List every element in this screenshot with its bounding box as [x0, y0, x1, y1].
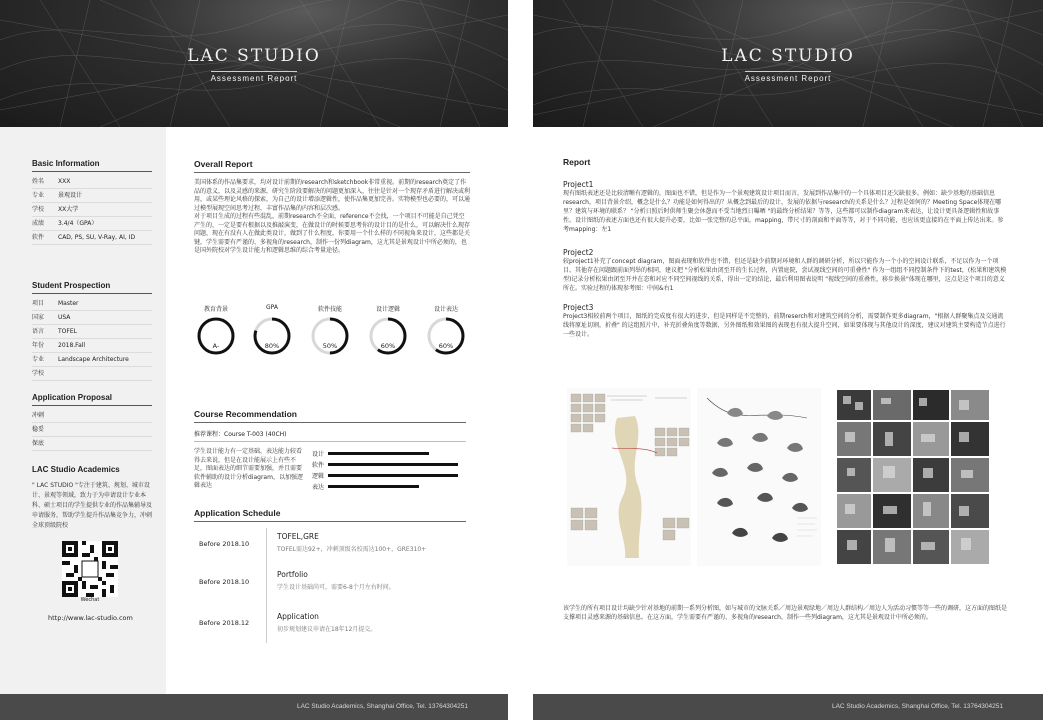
project-name: Project1 [563, 180, 594, 189]
schedule-date: Before 2018.12 [199, 619, 250, 627]
brand-subtitle: Assessment Report [211, 71, 298, 83]
header-banner [0, 0, 508, 127]
kv-value: 景观设计 [58, 192, 83, 199]
wechat-qr-code [62, 541, 118, 597]
qr-caption: Wechat [80, 597, 100, 603]
basic-info-list [32, 175, 152, 245]
brand-block [0, 46, 508, 85]
kv-row [32, 217, 152, 231]
kv-value: CAD, PS, SU, V-Ray, AI, ID [58, 234, 136, 241]
score-circle [249, 304, 295, 356]
proposal-item: 冲刺 [32, 409, 152, 423]
kv-row [32, 353, 152, 367]
kv-row [32, 203, 152, 217]
timeline-line [266, 528, 267, 643]
score-ring [426, 316, 466, 356]
footer-bar: LAC Studio Academics, Shanghai Office, Tel. 13764304251 [533, 694, 1043, 720]
proposal-title: Application Proposal [32, 393, 152, 406]
score-value: A- [212, 342, 220, 350]
proposal-item: 稳妥 [32, 423, 152, 437]
kv-row [32, 339, 152, 353]
website-link[interactable]: http://www.lac-studio.com [48, 614, 133, 622]
brand-subtitle: Assessment Report [745, 71, 832, 83]
kv-key: 国家 [32, 314, 45, 321]
report-section [563, 157, 1008, 339]
report-page-1 [0, 0, 508, 720]
kv-value: Master [58, 300, 79, 307]
kv-value: XXX [58, 178, 71, 185]
score-ring [196, 316, 236, 356]
kv-key: 专业 [32, 192, 45, 199]
overall-report-title: Overall Report [194, 159, 470, 173]
score-circles [190, 304, 480, 374]
score-value: 60% [438, 342, 454, 350]
kv-value: USA [58, 314, 71, 321]
skill-bar [328, 452, 429, 455]
kv-key: 学校 [32, 370, 45, 377]
overall-report-paragraph: 对于项目生成的过程有些混乱，前期research不全面，reference不会找，一个项目不可能是自己凭空产生的，一定是要有根据以及推敲演变，在做设计的时候要思考你的设计目的是什么，可以解决什么现存问题，现在有没有人在做此类设计，做到了什么程度，你要用一个什么样的不同视角来设计，这些都是关键，学生需要有严谨的、多视角的research，制作一份列diagram，这尤其是景观设计中所必须的，也是国外院校对学生设计能力和逻辑思维的综合考量途径。 [194, 213, 471, 254]
skill-bar-row [312, 448, 458, 459]
score-circle [307, 304, 353, 356]
score-circle [193, 304, 239, 356]
course-title: Course Recommendation [194, 409, 466, 423]
report-title: Report [563, 157, 591, 167]
kv-row [32, 325, 152, 339]
footer-bar: LAC Studio Academics, Shanghai Office, Tel. 13764304251 [0, 694, 508, 720]
academics-description: " LAC STUDIO "专注于建筑、规划、城市设计、景观等领域，致力于为申请设计专业本科、硕士项目的学生提供专业的作品集辅导及申请服务，帮助学生提升作品集竞争力，冲刺全球顶级院校 [32, 482, 153, 529]
score-ring [310, 316, 350, 356]
skill-label: 设计 [312, 451, 325, 458]
proposal-item: 保底 [32, 437, 152, 451]
kv-row [32, 297, 152, 311]
project1-image [567, 388, 691, 566]
course-recommendation-section [194, 409, 466, 492]
score-label: GPA [266, 304, 278, 311]
skill-bar-row [312, 481, 458, 492]
project-text: 现有图纸表述还是比较清晰有逻辑的，图面也不错，但是作为一个景观建筑设计项目而言，发展到作品集中的一个具体项目还欠缺很多。例如：缺少基地的基础信息research，项目背景介绍，概念是什么？功能是如何得出的？从概念到最后的设计，发展的依据与research的关系是什么？过程是如何的？Meeting Space体现在哪里？建筑与环境的联系？ "分析日照后时供师生聚会休憩而不受当地烈日曝晒 "的最终分析结果？等等，这些都可以制作diagram来表达，让设计更具备逻辑性和故事性。设计图纸的表述方面也还有很大提升必要，比如一张完整的总平面，mapping，带尺寸的剖面和平面等等，对于不同功能，也应该更直接的在平面上传达出来。参考mapping：左1 [563, 190, 1004, 233]
schedule-note: TOFEL需达92+，冲刺顶级名校需达100+，GRE310+ [277, 546, 427, 553]
schedule-date: Before 2018.10 [199, 540, 250, 548]
kv-key: 专业 [32, 356, 45, 363]
overall-report-paragraph: 美国体系的作品集要求，均对设计前期的research和sketchbook非常重视。前期的research奠定了作品的意义，以及灵感的来源，研究生阶段要解决的问题更加深入，往往是针对一个现存矛盾进行解决或利用，或某些理论风格的探索，为自己的设计增添逻辑性，使作品集更加完善。实物模型也必要的，可以通过模型展现空间思考过程，丰富作品集的内容和层次感。 [194, 179, 471, 212]
kv-row [32, 231, 152, 245]
kv-key: 项目 [32, 300, 45, 307]
schedule-title: Application Schedule [194, 508, 466, 522]
score-circle [365, 304, 411, 356]
skill-bar-row [312, 470, 458, 481]
kv-key: 软件 [32, 234, 45, 241]
kv-key: 成绩 [32, 220, 45, 227]
kv-row [32, 175, 152, 189]
brand-block [533, 46, 1043, 85]
sidebar [0, 127, 166, 694]
report-summary: 该学生的所有项目设计均缺少针对基地的前期一系列分析图，如与城市的文脉关系／周边景观绿地／周边人群结构／周边人为活动习惯等等一些的调研，这方面的图纸是支撑项目灵感来源的基础信息。在这方面，学生需要有严谨的、多视角的research，制作一些列diagram，这尤其是景观设计中所必须的。 [563, 605, 1008, 621]
score-value: 50% [322, 342, 338, 350]
project-name: Project3 [563, 303, 594, 312]
skill-bar-row [312, 459, 458, 470]
kv-row [32, 189, 152, 203]
skill-bars [312, 448, 458, 492]
academics-title: LAC Studio Academics [32, 465, 120, 474]
project3-image [835, 388, 991, 566]
score-ring [368, 316, 408, 356]
kv-row [32, 367, 152, 381]
course-name: 推荐课程：Course T-003 (40CH) [194, 429, 466, 442]
kv-row [32, 311, 152, 325]
project2-image [697, 388, 821, 566]
skill-bar [328, 485, 419, 488]
score-label: 设计逻辑 [375, 306, 400, 313]
schedule-note: 初步规划建议申请在18年12月提交。 [277, 626, 377, 633]
proposal-list [32, 409, 152, 451]
prospection-list [32, 297, 152, 381]
score-ring [252, 316, 292, 356]
schedule-date: Before 2018.10 [199, 578, 250, 586]
kv-key: 姓名 [32, 178, 45, 185]
score-value: 60% [380, 342, 396, 350]
project-name: Project2 [563, 248, 594, 257]
skill-label: 表达 [312, 484, 325, 491]
kv-value: TOFEL [58, 328, 77, 335]
schedule-item-title: Application [277, 612, 319, 621]
project-text: 较project1补充了concept diagram，图面表现和软件也不错，但还是缺少前期对环境和人群的调研分析，所以只能作为一个小的空间设计联系，不足以作为一个项目。其他存在问题跟前面列举的相同，建议把 "分析松果由闭至开的生长过程，内置庭院，尝试视线空间的可重叠性" 作为一组组不同控制条件下的test，(松果和建筑模型)记录分析松果由闭至开并在态和对应不同空间视线的关系，得出一定的结论，最后利用图表说明 "视线空间的重叠性，移步换景"体现在哪里，这点是这个项目的意义所在。实验过程的体现参考图：中间&右1 [563, 258, 1007, 292]
score-value: 80% [264, 342, 280, 350]
kv-value: 3.4/4（GPA） [58, 220, 98, 227]
score-circle [423, 304, 469, 356]
application-schedule-section [194, 508, 466, 633]
score-label: 软件技能 [317, 306, 342, 313]
header-banner [533, 0, 1043, 127]
schedule-note: 学生设计基础尚可，需要6-8个月左右时间。 [277, 584, 395, 591]
schedule-item-title: TOFEL,GRE [277, 532, 319, 541]
course-description: 学生设计能力有一定基础，表达能力较看得去来说，但是在设计能展示上有些不足，图面表达的细节需要加强，并且需要软件辅助的设计分析diagram，以加强逻辑表达 [194, 448, 303, 489]
score-label: 教育背景 [203, 306, 228, 313]
kv-value: XX大学 [58, 206, 79, 213]
score-label: 设计表达 [433, 306, 458, 313]
skill-bar [328, 474, 458, 477]
brand-title: LAC STUDIO [187, 46, 321, 66]
overall-report-section [194, 127, 470, 256]
course-body [194, 448, 466, 492]
kv-key: 年份 [32, 342, 45, 349]
skill-bar [328, 463, 458, 466]
schedule-item-title: Portfolio [277, 570, 308, 579]
kv-value: 2018.Fall [58, 342, 86, 349]
prospection-title: Student Prospection [32, 281, 152, 294]
kv-value: Landscape Architecture [58, 356, 129, 363]
basic-info-title: Basic Information [32, 159, 152, 172]
brand-title: LAC STUDIO [721, 46, 855, 66]
report-page-2 [533, 0, 1043, 720]
skill-label: 软件 [312, 462, 325, 469]
skill-label: 逻辑 [312, 473, 325, 480]
kv-key: 学校 [32, 206, 45, 213]
project-text: Project3相较前两个项目，图纸的完成度有很大的进步，但是同样是不完整的，前期reserch和对建筑空间的分析，需要制作更多diagram，"根据人群聚集点及交通流线将原址切割，折叠" 的这组照片中，补充折叠角度等数据，另外图纸和效果图的表现也有很大提升空间，如果要体现与其他设计的深度，建议对建筑主要构造节点进行一些设计。 [563, 313, 1006, 338]
kv-key: 语言 [32, 328, 45, 335]
